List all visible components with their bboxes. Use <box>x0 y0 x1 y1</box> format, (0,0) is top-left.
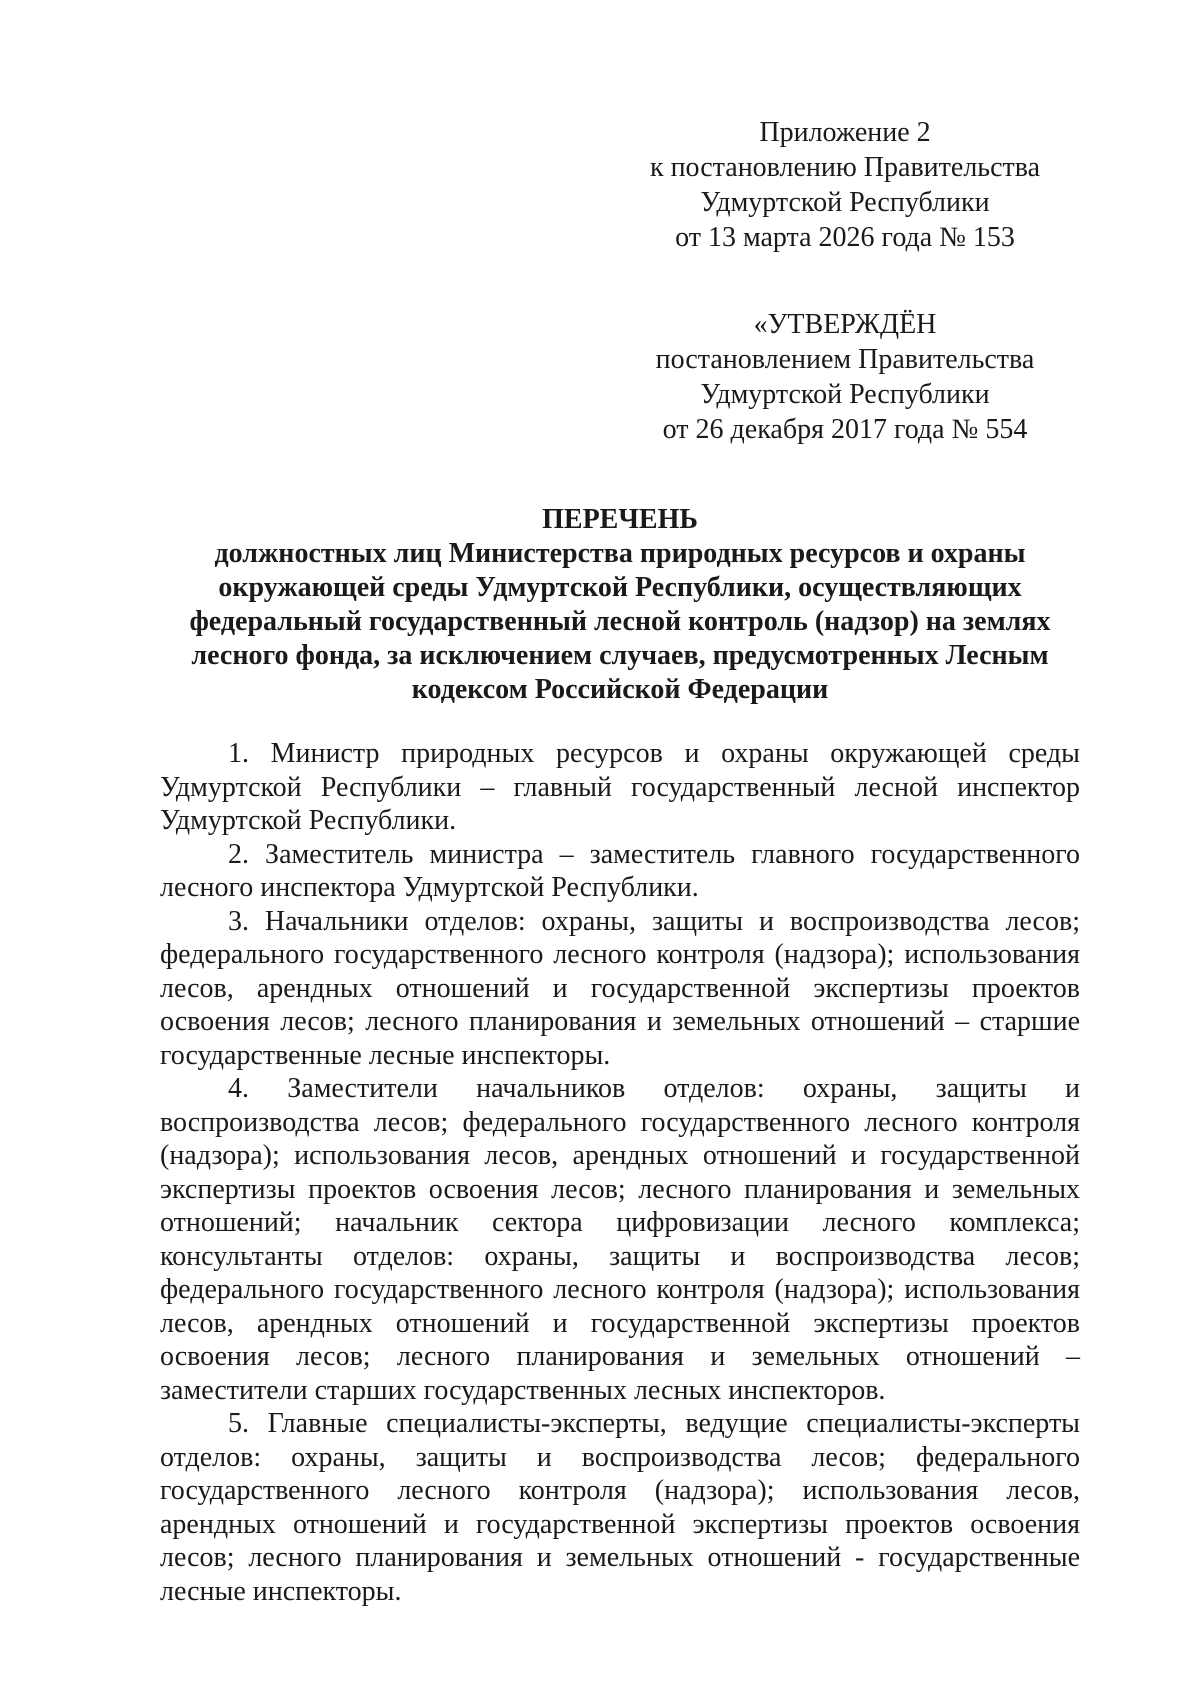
approval-block <box>620 307 1070 447</box>
document-subtitle-line: лесного фонда, за исключением случаев, предусмотренных Лесным <box>191 640 1049 671</box>
list-item-3: 3. Начальники отделов: охраны, защиты и воспроизводства лесов; федерального государственного лесного контроля (надзора); использования лесов, арендных отношений и государственной экспертизы проектов освоения лесов; лесного планирования и земельных отношений – старшие государственные лесные инспекторы. <box>160 905 1080 1071</box>
approval-stamp-word: «УТВЕРЖДЁН <box>753 309 937 340</box>
list-item-5: 5. Главные специалисты-эксперты, ведущие специалисты-эксперты отделов: охраны, защиты и воспроизводства лесов; федерального государственного лесного контроля (надзора); использования лесов, арендных отношений и государственной экспертизы проектов освоения лесов; лесного планирования и земельных отношений - государственные лесные инспекторы. <box>160 1408 1080 1607</box>
appendix-republic: Удмуртской Республики <box>700 187 990 218</box>
approval-date-number: от 26 декабря 2017 года № 554 <box>662 414 1028 445</box>
appendix-resolution-ref: к постановлению Правительства <box>649 152 1041 183</box>
appendix-date-number: от 13 марта 2026 года № 153 <box>675 222 1015 253</box>
appendix-number: Приложение 2 <box>759 117 931 148</box>
approval-republic: Удмуртской Республики <box>700 379 990 410</box>
document-subtitle-line: кодексом Российской Федерации <box>411 674 829 705</box>
list-item-2: 2. Заместитель министра – заместитель главного государственного лесного инспектора Удмуртской Республики. <box>160 838 1080 903</box>
document-subtitle-line: окружающей среды Удмуртской Республики, осуществляющих <box>218 572 1022 603</box>
approval-resolution-ref: постановлением Правительства <box>655 344 1035 375</box>
list-item-1: 1. Министр природных ресурсов и охраны окружающей среды Удмуртской Республики – главный государственный лесной инспектор Удмуртской Республики. <box>160 738 1080 836</box>
document-subtitle-line: федеральный государственный лесной контроль (надзор) на землях <box>189 606 1051 637</box>
document-subtitle-line: должностных лиц Министерства природных ресурсов и охраны <box>214 538 1026 569</box>
officials-list <box>160 737 1080 1608</box>
document-title: ПЕРЕЧЕНЬ <box>542 504 698 535</box>
appendix-reference-block <box>620 115 1070 255</box>
document-heading <box>160 503 1080 707</box>
list-item-4: 4. Заместители начальников отделов: охраны, защиты и воспроизводства лесов; федерального государственного лесного контроля (надзора); использования лесов, арендных отношений и государственной экспертизы проектов освоения лесов; лесного планирования и земельных отношений; начальник сектора цифровизации лесного комплекса; консультанты отделов: охраны, защиты и воспроизводства лесов; федерального государственного лесного контроля (надзора); использования лесов, арендных отношений и государственной экспертизы проектов освоения лесов; лесного планирования и земельных отношений – заместители старших государственных лесных инспекторов. <box>160 1073 1080 1406</box>
